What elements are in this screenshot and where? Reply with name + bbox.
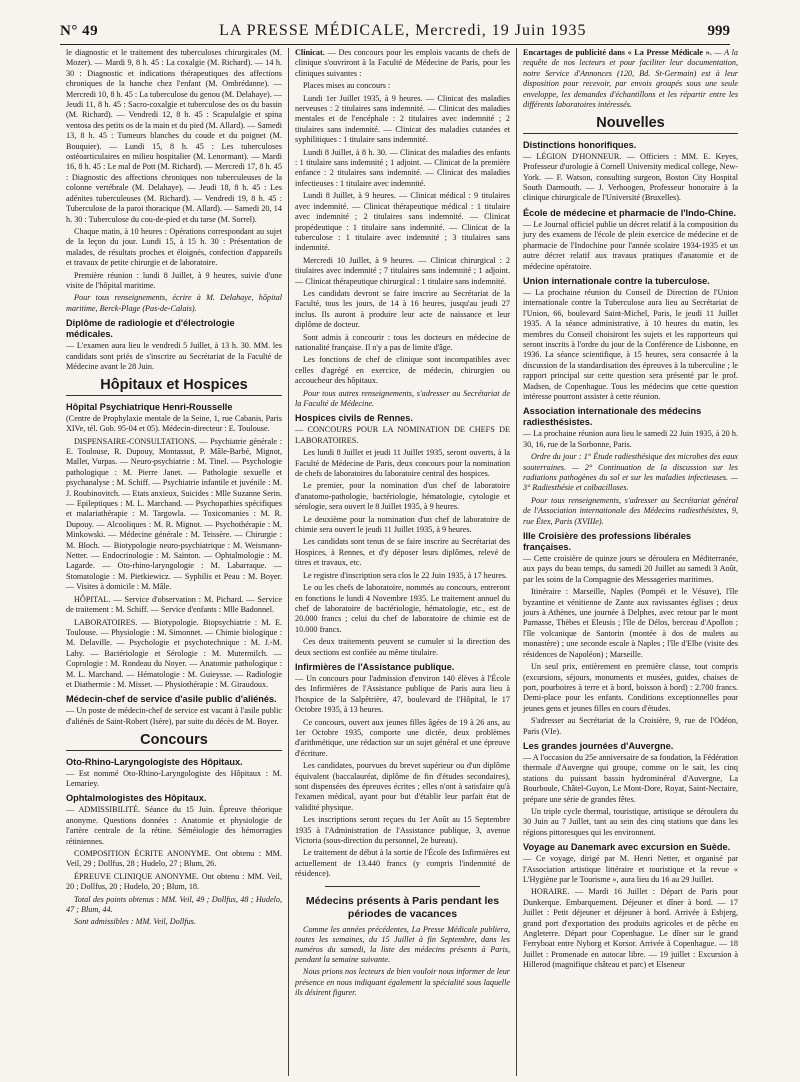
newspaper-title: LA PRESSE MÉDICALE, Mercredi, 19 Juin 1935 xyxy=(219,22,587,39)
infirmieres-text-4: Les inscriptions seront reçues du 1er Août au 15 Septembre 1935 à l'Administration de l'Assistance publique, 3, avenue Victoria (sous-direction du personnel, 2e bureau). xyxy=(295,815,510,846)
section-concours-title: Concours xyxy=(66,735,282,750)
infirmieres-text-3: Les candidates, pourvues du brevet supérieur ou d'un diplôme équivalent (baccalauréat, diplôme de fin d'études secondaires), sont dispensées des épreuves écrites ; elles n'ont à satisfaire qu'à l'examen médical, ayant pour but d'établir leur parfait état de validité physique. xyxy=(295,761,510,812)
clinicat-inscription-text: Les candidats devront se faire inscrire au Secrétariat de la Faculté, tous les jours, de 14 à 16 heures, jusqu'au jeudi 27 inclus. Ils auront à produire leur acte de naissance et leur diplôme de docteur. xyxy=(295,288,510,330)
vacances-box-text-1: Comme les années précédentes, La Presse Médicale publiera, toutes les semaines, du 15 Juillet à fin Septembre, dans les numéros du samedi, la liste des médecins présents à Paris, pendant la semaine suivante. xyxy=(295,924,510,965)
clinicat-8-juillet-a-text: Lundi 8 Juillet, à 8 h. 30. — Clinicat des maladies des enfants : 1 titulaire sans indemnité ; 1 adjoint. — Clinicat de la première enfance : 2 titulaires sans indemnité. — Clinicat des maladies infectieuses : 1 titulaire avec indemnité. xyxy=(295,147,510,188)
section-nouvelles-title: Nouvelles xyxy=(523,118,738,133)
asile-text: — Un poste de médecin-chef de service est vacant à l'asile public d'aliénés de Saint-Robert (Isère), par suite du décès de M. Boyer. xyxy=(66,706,282,726)
article-columns xyxy=(60,48,750,1076)
oto-heading: Oto-Rhino-Laryngologiste des Hôpitaux. xyxy=(66,756,243,767)
clinicat-10-juillet-text: Mercredi 10 Juillet, à 9 heures. — Clinicat chirurgical : 2 titulaires avec indemnité ; 7 titulaires sans indemnité ; 1 adjoint. — Clinicat thérapeutique chirurgical : 1 titulaire sans indemnité. xyxy=(295,255,510,286)
diplome-radiologie-heading: Diplôme de radiologie et d'électrologie médicales. xyxy=(66,318,235,340)
clinicat-renseignements-text: Pour tous autres renseignements, s'adresser au Secrétariat de la Faculté de Médecine. xyxy=(295,388,510,408)
infirmieres-text-1: — Un concours pour l'admission d'environ 140 élèves à l'École des Infirmières de l'Assistance publique de Paris aura lieu à l'hospice de la Salpêtrière, 47, boulevard de l'Hôpital, le 17 Octobre 1935, à 13 heures. xyxy=(295,673,510,715)
indochine-text: — Le Journal officiel publie un décret relatif à la composition du jury des examens de l'école de plein exercice de médecine et de pharmacie de l'Indochine pour l'année scolaire 1934-1935 et un autre décret relatif aux travaux pratiques d'anatomie et de médecine opératoire. xyxy=(523,219,738,271)
page-number: 999 xyxy=(707,23,730,39)
rennes-text-7: Ces deux traitements peuvent se cumuler si la direction des deux sections est confiée au même titulaire. xyxy=(295,637,510,657)
column-right xyxy=(516,48,744,1076)
croisiere-prix-text: Un seul prix, entièrement en première classe, tout compris (excursions, séjours, monuments et musées, guides, chaises de port, pourboires à terre et à bord, boisson à bord) : 2.700 francs. Demi-place pour les enfants. Conditions exceptionnelles pour jeunes gens et jeunes filles en cours d'études. xyxy=(523,662,738,713)
vacances-box-text-2: Nous prions nos lecteurs de bien vouloir nous informer de leur présence en nous indiquant également la spécialité sous laquelle ils désirent figurer. xyxy=(295,967,510,997)
rousselle-heading: Hôpital Psychiatrique Henri-Rousselle xyxy=(66,401,233,412)
rennes-text-5: Le registre d'inscription sera clos le 22 Juin 1935, à 17 heures. xyxy=(303,570,508,580)
rennes-text-3: Le deuxième pour la nomination d'un chef de laboratoire de chimie sera ouvert le jeudi 11 Juillet 1935, à 9 heures. xyxy=(295,514,510,535)
auvergne-heading: Les grandes journées d'Auvergne. xyxy=(523,740,674,751)
section-hopitaux-title: Hôpitaux et Hospices xyxy=(66,380,282,395)
clinicat-1er-juillet-text: Lundi 1er Juillet 1935, à 9 heures. — Clinicat des maladies nerveuses : 2 titulaires sans indemnité. — Clinicat des maladies mentales et de l'encéphale : 2 titulaires avec indemnité ; 2 titulaires sans indemnité. — Clinicat des maladies cutanées et syphilitiques : 1 titulaire sans indemnité. xyxy=(295,93,510,145)
radiesthesistes-text-1: — La prochaine réunion aura lieu le samedi 22 Juin 1935, à 20 h. 30, 16, rue de la Sorbonne, Paris. xyxy=(523,429,738,449)
ophta-ecrite-text: COMPOSITION ÉCRITE ANONYME. Ont obtenu : MM. Veil, 29 ; Dollfus, 28 ; Hudelo, 27 ; Blum, 26. xyxy=(66,849,282,869)
danemark-heading: Voyage au Danemark avec excursion en Suède. xyxy=(523,842,731,853)
encartages-notice xyxy=(523,48,738,110)
clinicat-admission-text: Sont admis à concourir : tous les docteurs en médecine de nationalité française. Il n'y a pas de limite d'âge. xyxy=(295,332,510,352)
masthead xyxy=(60,14,730,45)
clinicat-8-juillet-b-text: Lundi 8 Juillet, à 9 heures. — Clinicat médical : 9 titulaires avec indemnité. — Clinicat thérapeutique médical : 1 titulaire avec indemnité ; 2 titulaires sans indemnité. — Clinicat propédeutique : 1 titulaire sans indemnité. — Clinicat de la tuberculose : 1 titulaire avec indemnité ; 3 titulaires sans indemnité. xyxy=(295,191,510,253)
first-meeting-text: Première réunion : lundi 8 Juillet, à 9 heures, suivie d'une visite de l'hôpital maritime. xyxy=(66,270,282,290)
rennes-text-1: Les lundi 8 Juillet et jeudi 11 Juillet 1935, seront ouverts, à la Faculté de Médecine de Paris, deux concours pour la nomination de chefs de laboratoires du laboratoire central des hospices. xyxy=(295,448,510,479)
clinicat-intro-text: — Des concours pour les emplois vacants de chefs de clinique s'ouvriront à la Faculté de Médecine de Paris, pour les cliniques suivantes : xyxy=(295,48,510,78)
infirmieres-text-2: Ce concours, ouvert aux jeunes filles âgées de 19 à 26 ans, au 1er Octobre 1935, comporte une dictée, deux problèmes d'arithmétique, une rédaction sur un sujet général et une épreuve d'écriture. xyxy=(295,717,510,758)
distinctions-text: — LÉGION D'HONNEUR. — Officiers : MM. E. Keyes, Professeur d'urologie à Cornell University medical college, New-York. — F. Watson, consulting surgeon, Boston City Hospital South Darmouth. — J. Verhoogen, Professeur honoraire à la clinique chirurgicale de l'Université (Bruxelles). xyxy=(523,151,738,203)
radiesthesistes-heading: Association internationale des médecins radiesthésistes. xyxy=(523,406,702,428)
croisiere-text-1: — Cette croisière de quinze jours se déroulera en Méditerranée, aux pays du beau temps, du samedi 20 Juillet au samedi 3 Août, par les soins de la Compagnie des Messageries maritimes. xyxy=(523,554,738,584)
column-middle xyxy=(288,48,516,1076)
rennes-heading: Hospices civils de Rennes. xyxy=(295,413,413,424)
course-schedule-text: le diagnostic et le traitement des tuberculoses chirurgicales (M. Mozer). — Mardi 9, 8 h. 45 : La coxalgie (M. Richard). — 14 h. 30 : Diagnostic et indications thérapeutiques des affections chroniques de la hanche chez l'enfant (M. Ombrédanne). — Mercredi 10, 8 h. 45 : La tuberculose du genou (M. Delahaye). — Jeudi 11, 8 h. 45 : Sacro-coxalgie et tuberculose des os du bassin (M. Richard). — Vendredi 12, 8 h. 45 : Scapulalgie et spina ventosa des petits os de la main et du pied (M. Allard). — Samedi 13, 8 h. 45 : Tumeurs blanches du coude et du poignet (M. Bouquier). — Lundi 15, 8 h. 45 : Les tuberculoses ostéoarticulaires en milieu hospitalier (M. Lenormant). — Mardi 16, 8 h. 45 : Le mal de Pott (M. Richard). — Mercredi 17, 8 h. 45 : Diagnostic des affections chroniques non tuberculeuses de la colonne vertébrale (M. Delahaye). — Jeudi 18, 8 h. 45 : Les adénites tuberculeuses (M. Richard). — Vendredi 19, 8 h. 45 : Tuberculose de la paroi thoracique (M. Allard). — Samedi 20, 14 h. 30 : Tuberculose du cou-de-pied et du tarse (M. Sorrel). xyxy=(66,48,282,224)
radiesthesistes-text-2: Ordre du jour : 1° Étude radiesthésique des microbes des eaux souterraines. — 2° Continuation de la discussion sur les radiations pathogènes du sol et sur les maladies infectieuses. — 3° Radiesthésie et coïbacilloses. xyxy=(523,452,738,493)
rennes-text-4: Les candidats sont tenus de se faire inscrire au Secrétariat des Hospices, à Rennes, et d'y déposer leurs diplômes, relevé de titres et travaux, etc. xyxy=(295,537,510,568)
auvergne-text-1: — A l'occasion du 25e anniversaire de sa fondation, la Fédération thermale d'Auvergne qui groupe, comme on le sait, les cinq stations du puissant bassin hydrominéral d'Auvergne, La Bourboule, Châtel-Guyon, Le Mont-Dore, Royat, Saint-Nectaire, prépare une série de grandes fêtes. xyxy=(523,752,738,804)
clinicat-places-text: Places mises au concours : xyxy=(303,81,391,91)
indochine-heading: École de médecine et pharmacie de l'Indo-Chine. xyxy=(523,207,737,218)
issue-number: N° 49 xyxy=(60,23,99,39)
croisiere-heading: IIIe Croisière des professions libérales françaises. xyxy=(523,531,691,553)
distinctions-heading: Distinctions honorifiques. xyxy=(523,139,637,150)
hopital-services-text: HÔPITAL. — Service d'observation : M. Pichard. — Service de traitement : M. Schiff. — Service d'enfants : Mlle Badonnel. xyxy=(66,594,282,615)
rennes-subtitle: — CONCOURS POUR LA NOMINATION DE CHEFS DE LABORATOIRES. xyxy=(295,425,510,445)
daily-operations-text: Chaque matin, à 10 heures : Opérations correspondant au sujet de la leçon du jour. Lundi 15, à 15 h. 30 : Présentation de malades, de résultats proches et éloignés, confection d'appareils et travaux de petite chirurgie et de laboratoire. xyxy=(66,226,282,268)
croisiere-contact-text: S'adresser au Secrétariat de la Croisière, 9, rue de l'Odéon, Paris (VIe). xyxy=(523,716,738,736)
divider xyxy=(325,886,480,887)
clinicat-heading: Clinicat. xyxy=(295,48,325,57)
ophta-total-text: Total des points obtenus : MM. Veil, 49 ; Dollfus, 48 ; Hudelo, 47 ; Blum, 44. xyxy=(66,894,282,915)
laboratoires-text: LABORATOIRES. — Biotypologie. Biopsychiatrie : M. E. Toulouse. — Physiologie : M. Simonnet. — Chimie biologique : M. Delaville. — Psychologie et psychotechnique : M. J.-M. Lahy. — Bactériologie et Sérologie : M. Mutermilch. — Coprologie : M. Rondeau du Noyer. — Anatomie pathologique : M. L. Marchand. — Hématologie : M. Guieysse. — Radiologie et Diathermie : M. Misset. — Physiothérapie : M. Giraudoux. xyxy=(66,617,282,689)
rennes-text-2: Le premier, pour la nomination d'un chef de laboratoire d'anatomo-pathologie, bactériologie, hématologie, cytologie et sérologie, sera ouvert le 8 Juillet 1935, à 9 heures. xyxy=(295,481,510,512)
contact-text: Pour tous renseignements, écrire à M. Delahaye, hôpital maritime, Berck-Plage (Pas-de-Calais). xyxy=(66,293,282,313)
column-left xyxy=(60,48,288,1076)
infirmieres-text-5: Le traitement de début à la sortie de l'École des Infirmières est actuellement de 13.440 francs (y compris l'indemnité de résidence). xyxy=(295,848,510,879)
rennes-text-6: Le ou les chefs de laboratoire, nommés au concours, entreront en fonctions le lundi 4 Novembre 1935. Le traitement annuel du chef de laboratoire de bactériologie, hématologie, etc., est de 20.000 francs ; celui du chef de laboratoire de chimie est de 10.000 francs. xyxy=(295,583,510,634)
diplome-radiologie-text: — L'examen aura lieu le vendredi 5 Juillet, à 13 h. 30. MM. les candidats sont priés de s'inscrire au Secrétariat de la Faculté de Médecine avant le 28 Juin. xyxy=(66,341,282,371)
oto-text: — Est nommé Oto-Rhino-Laryngologiste des Hôpitaux : M. Lemariey. xyxy=(66,768,282,788)
ophta-admissibles-text: Sont admissibles : MM. Veil, Dollfus. xyxy=(74,917,196,927)
union-tuberculose-text: — La prochaine réunion du Conseil de Direction de l'Union internationale contre la Tuberculose aura lieu au Secrétariat de l'Union, 66, boulevard Saint-Michel, Paris, le jeudi 11 Juillet 1935. A la séance administrative, à 10 heures du matin, les membres du Conseil choisiront les sujets et les rapporteurs qui seront inscrits à l'ordre du jour de la Conférence de Lisbonne, en 1936. La séance scientifique, à 15 heures, sera consacrée à la discussion de la standardisation des épreuves à la tuberculine ; le rapport principal sur cette question sera présenté par le prof. Madsen, de Copenhague. Tous les médecins que cette question intéresse pourront assister à cette réunion. xyxy=(523,287,738,401)
ophta-clinique-text: ÉPREUVE CLINIQUE ANONYME. Ont obtenu : MM. Veil, 20 ; Dollfus, 20 ; Hudelo, 20 ; Blum, 18. xyxy=(66,871,282,892)
dispensaire-text: DISPENSAIRE-CONSULTATIONS. — Psychiatrie générale : E. Toulouse, R. Dupouy, Montassut, P. Mâle-Barbé, Mignot, Mallet, Vurpas. — Neuro-psychiatrie : M. Tinel. — Psychologie pathologique : M. Pierre Janet. — Pathologie sexuelle et psychanalyse : M. Schiff. — Psychiatrie infantile et juvénile : M. J. Roubinovitch. — Etats anxieux, Suicides : Mlle Suzanne Serin. — Epileptiques : M. L. Marchand. — Psychopathies spécifiques et malariathérapie : M. Targowla. — Toxicomanies : M. R. Dupouy. — Alcooliques : M. R. Mignot. — Psychothérapie : M. Minkowski. — Médecine générale : M. Teissère. — Chirurgie : M. Bloch. — Biotypologie neuro-psychiatrique : M. Weismann-Netter. — Endocrinologie : M. Sainton. — Ophtalmologie : M. Lagarde. — Oto-rhino-laryngologie : M. Labarraque. — Stomatologie : M. Pietkiewicz. — Syphilis et Peau : M. Boyer. — Visites à domicile : M. Mâle. xyxy=(66,436,282,592)
clinicat-intro xyxy=(295,48,510,79)
danemark-text-1: — Ce voyage, dirigé par M. Henri Netter, et organisé par l'Association artistique littéraire et touristique et la revue « L'Hygiène par le Tourisme », aura lieu du 16 au 29 Juillet. xyxy=(523,854,738,884)
infirmieres-heading: Infirmières de l'Assistance publique. xyxy=(295,661,455,672)
clinicat-fonctions-text: Les fonctions de chef de clinique sont incompatibles avec celles d'agrégé en exercice, de médecin, chirurgien ou accoucheur des hôpitaux. xyxy=(295,355,510,386)
asile-heading: Médecin-chef de service d'asile public d'aliénés. xyxy=(66,694,277,705)
vacances-box-title: Médecins présents à Paris pendant les périodes de vacances xyxy=(305,894,500,920)
encartages-heading: Encartages de publicité dans « La Presse Médicale ». xyxy=(523,48,712,57)
auvergne-text-2: Un triple cycle thermal, touristique, artistique se déroulera du 30 Juin au 7 Juillet, tant au sein des cinq stations que dans les régions pittoresques qui les environnent. xyxy=(523,806,738,837)
rousselle-text: (Centre de Prophylaxie mentale de la Seine, 1, rue Cabanis, Paris XIVe, tél. Gob. 95-04 et 05). Médecin-directeur : E. Toulouse. xyxy=(66,413,282,434)
danemark-horaire-text: HORAIRE. — Mardi 16 Juillet : Départ de Paris pour Dunkerque. Embarquement. Déjeuner et dîner à bord. — 17 Juillet : Petit déjeuner et déjeuner à bord. Arrivée à Esbjerg, grand port d'exportation des produits agricoles et de pêche en Angleterre. Départ pour Copenhague. Le dîner sur le grand Ferryboat entre Nyborg et Korsor. Arrivée à Copenhague. — 18 Juillet : Promenade en autocar libre. — 19 juillet : Excursion à Hillerod (magnifique château et parc) et Elseneur xyxy=(523,887,738,970)
ophta-heading: Ophtalmologistes des Hôpitaux. xyxy=(66,793,207,804)
radiesthesistes-text-3: Pour tous renseignements, s'adresser au Secrétariat général de l'Association internationale des Médecins radiesthésistes, 9, rue Étex, Paris (XVIIIe). xyxy=(523,495,738,526)
union-tuberculose-heading: Union internationale contre la tuberculose. xyxy=(523,275,710,286)
croisiere-itineraire-text: Itinéraire : Marseille, Naples (Pompéi et le Vésuve), l'île byzantine et vénitienne de Zante aux ravissantes églises ; deux jours à Athènes, une journée à Delphes, avec retour par le mont Parnasse, Thèbes et Eleusis ; l'île de Délos, berceau d'Apollon ; l'île volcanique de Santorin (montée à dos de mulets au monastère) ; une seconde escale à Naples ; l'île d'Elbe (visite des résidences de Napoléon) ; Marseille. xyxy=(523,587,738,659)
encartages-text: — A la requête de nos lecteurs et pour faciliter leur documentation, notre Service d'Annonces (120, Bd. St-Germain) est à leur disposition pour recevoir, par envois groupés sous une seule enveloppe, les demandes d'échantillons et les répartir entre les différents laboratoires intéressés. xyxy=(523,48,738,110)
ophta-admissibilite-text: — ADMISSIBILITÉ. Séance du 15 Juin. Épreuve théorique anonyme. Questions données : Anatomie et physiologie de l'artère centrale de la rétine. Séméiologie des hémorragies rétiniennes. xyxy=(66,805,282,846)
